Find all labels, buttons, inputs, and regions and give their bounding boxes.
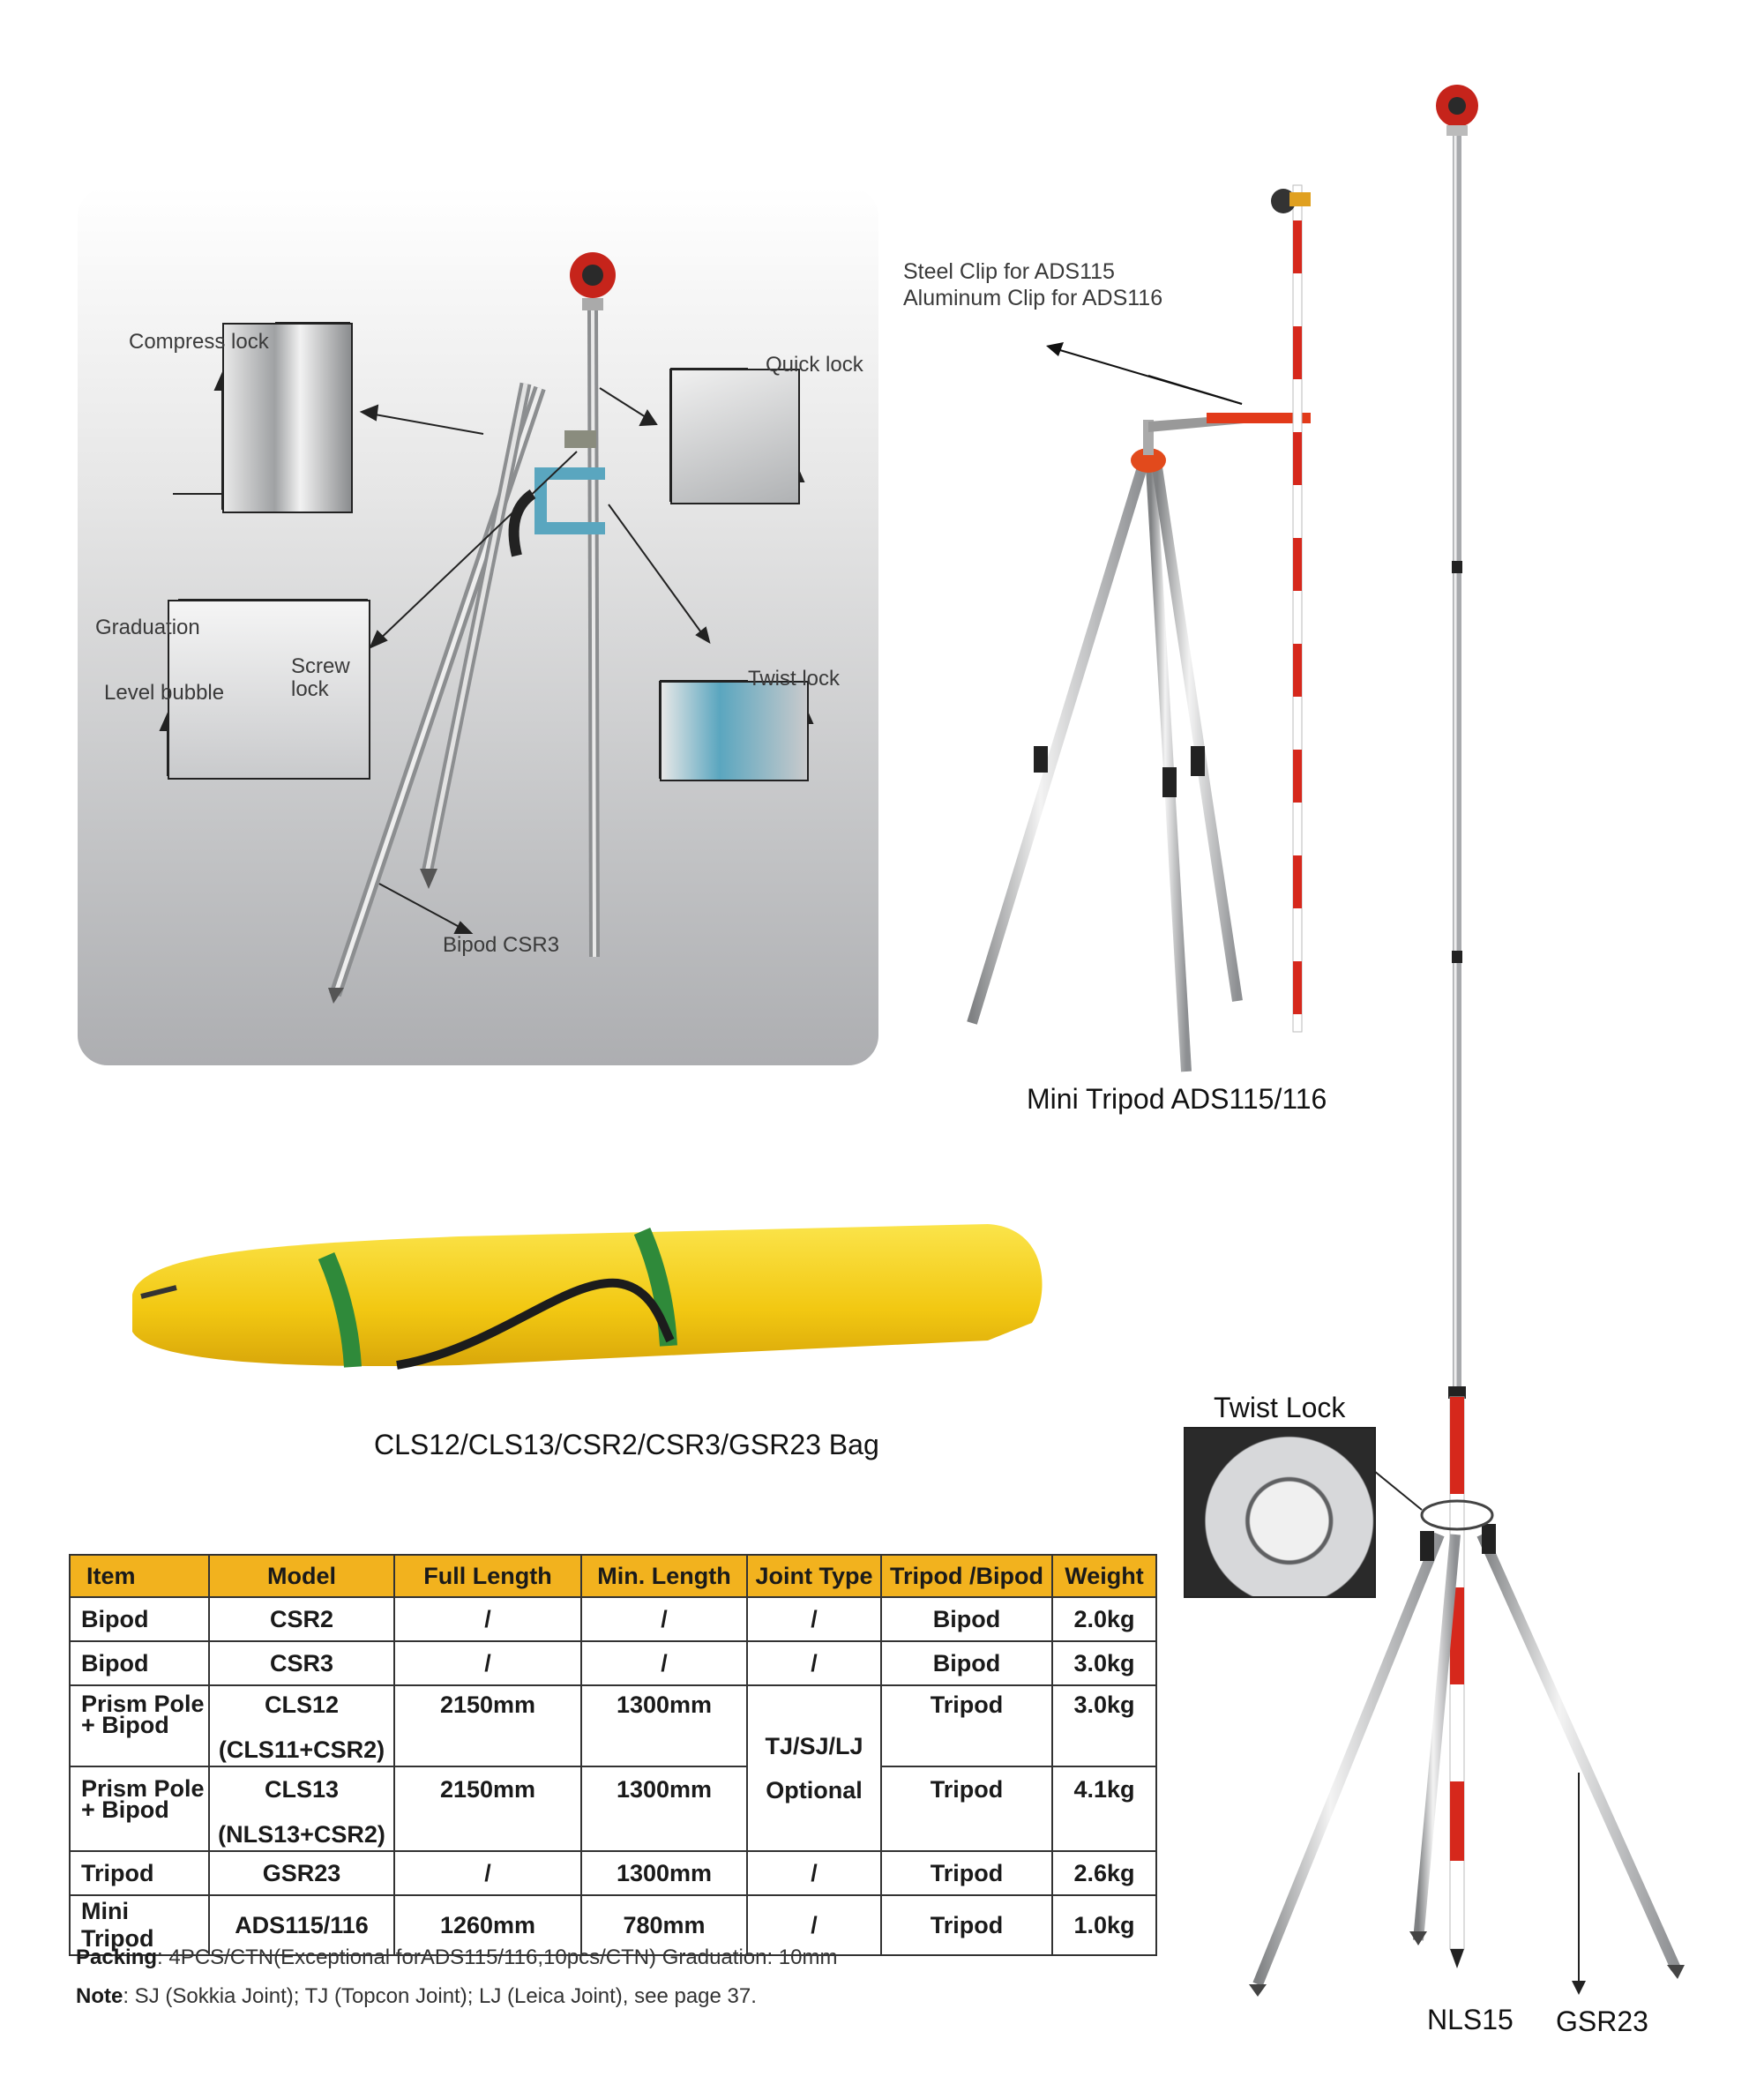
cell-min-length: 1300mm [581,1685,747,1766]
cell-full-length: / [394,1641,581,1685]
cell-model: CSR2 [209,1597,394,1641]
cell-type: Tripod [881,1766,1052,1851]
header-model: Model [209,1555,394,1597]
cell-type: Bipod [881,1641,1052,1685]
cell-min-length: 1300mm [581,1766,747,1851]
bag-illustration [132,1224,1043,1367]
cell-min-length: / [581,1641,747,1685]
table-row [70,1641,1156,1685]
aluminum-clip-label: Aluminum Clip for ADS116 [903,286,1163,310]
cell-weight: 4.1kg [1052,1766,1156,1851]
mini-tripod-illustration [972,185,1311,1072]
bipod-csr3-illustration [328,252,616,1004]
packing-label: Packing [76,1945,158,1969]
cell-weight: 1.0kg [1052,1895,1156,1955]
cell-joint-type: / [747,1641,881,1685]
cell-weight: 3.0kg [1052,1685,1156,1766]
packing-note [76,1945,837,1970]
cell-item [70,1766,209,1851]
cell-model [209,1685,394,1766]
cell-model-line1: CLS12 [264,1691,340,1718]
spec-table [69,1554,1157,1956]
cell-min-length: / [581,1597,747,1641]
cell-model-line2: (NLS13+CSR2) [218,1821,385,1848]
nls15-label: NLS15 [1427,2004,1514,2035]
header-joint-type: Joint Type [747,1555,881,1597]
header-full-length: Full Length [394,1555,581,1597]
cell-model-line1: CLS13 [264,1776,340,1803]
quick-lock-inset [670,369,800,504]
twist-lock-inset [660,681,809,781]
tall-pole-illustration [1249,85,1685,1997]
gsr23-label: GSR23 [1556,2005,1648,2037]
cell-weight: 2.0kg [1052,1597,1156,1641]
header-weight: Weight [1052,1555,1156,1597]
mini-tripod-caption: Mini Tripod ADS115/116 [1027,1083,1327,1115]
cell-full-length: / [394,1597,581,1641]
cell-type: Tripod [881,1685,1052,1766]
cell-joint-type [747,1685,881,1851]
bag-caption: CLS12/CLS13/CSR2/CSR3/GSR23 Bag [374,1429,879,1460]
cell-item: Mini Tripod [70,1895,209,1955]
cell-item: Bipod [70,1641,209,1685]
cell-full-length: / [394,1851,581,1895]
tall-pole-twist-lock-label: Twist Lock [1214,1392,1346,1423]
cell-item-line1: Prism Pole [81,1691,205,1717]
screw-lock-label-line1: Screw [291,654,350,678]
screw-lock-label-line2: lock [291,677,329,701]
table-row [70,1766,1156,1851]
quick-lock-label: Quick lock [766,353,863,377]
cell-min-length: 1300mm [581,1851,747,1895]
header-min-length: Min. Length [581,1555,747,1597]
cell-item-line1: Prism Pole [81,1775,205,1802]
cell-weight: 3.0kg [1052,1641,1156,1685]
cell-model: GSR23 [209,1851,394,1895]
table-row [70,1851,1156,1895]
cell-model [209,1766,394,1851]
cell-weight: 2.6kg [1052,1851,1156,1895]
cell-joint-type: / [747,1851,881,1895]
cell-model: ADS115/116 [209,1895,394,1955]
cell-type: Bipod [881,1597,1052,1641]
compress-lock-label: Compress lock [129,330,269,354]
header-item: Item [70,1555,209,1597]
cell-type: Tripod [881,1895,1052,1955]
cell-item: Bipod [70,1597,209,1641]
header-tripod-bipod: Tripod /Bipod [881,1555,1052,1597]
cell-joint-type: / [747,1597,881,1641]
cell-min-length: 780mm [581,1895,747,1955]
graduation-label: Graduation [95,616,200,639]
cell-type: Tripod [881,1851,1052,1895]
twist-lock-label: Twist lock [748,667,841,691]
cell-model-line2: (CLS11+CSR2) [218,1736,385,1763]
cell-full-length: 2150mm [394,1766,581,1851]
note-text: : SJ (Sokkia Joint); TJ (Topcon Joint); LJ (Leica Joint), see page 37. [123,1984,757,2008]
cell-joint-type: / [747,1895,881,1955]
cell-full-length: 1260mm [394,1895,581,1955]
level-bubble-label: Level bubble [104,681,225,705]
cell-item-line2: + Bipod [81,1712,169,1738]
tall-pole-twist-lock-inset [1184,1427,1376,1598]
cell-item: Tripod [70,1851,209,1895]
table-header-row [70,1555,1156,1597]
cell-model: CSR3 [209,1641,394,1685]
note-label: Note [76,1984,123,2008]
table-row [70,1685,1156,1766]
bipod-csr3-label: Bipod CSR3 [443,933,560,957]
cell-item-line2: + Bipod [81,1796,169,1823]
joint-note [76,1984,757,2009]
cell-item [70,1685,209,1766]
steel-clip-label: Steel Clip for ADS115 [903,259,1115,284]
packing-text: : 4PCS/CTN(Exceptional forADS115/116,10pcs/CTN) Graduation: 10mm [157,1945,838,1969]
cell-joint-line2: Optional [766,1777,863,1803]
cell-full-length: 2150mm [394,1685,581,1766]
table-row [70,1597,1156,1641]
cell-joint-line1: TJ/SJ/LJ [765,1733,863,1759]
